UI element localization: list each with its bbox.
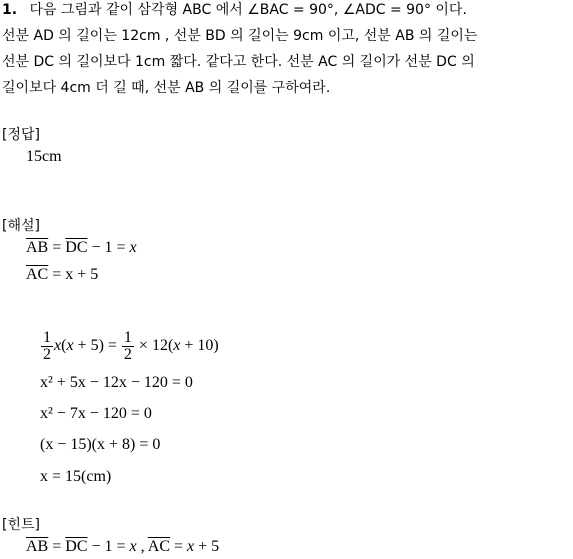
question-text-1: 다음 그림과 같이 삼각형 ABC 에서 ∠BAC = 90°, ∠ADC = 90° 이다. bbox=[29, 2, 467, 18]
hint-equations: $\overline{AB} = \overline{DC} - 1 = x$ , $\overline{AC} = x + 5$ bbox=[26, 538, 220, 555]
question-line-2: 선분 AD 의 길이는 12cm , 선분 BD 의 길이는 9cm 이고, 선분 AB 의 길이는 bbox=[2, 28, 478, 44]
equation-area: $\frac{1}{2}$ x(x + 5) = $\frac{1}{2}$ × 12(x + 10) bbox=[43, 329, 219, 363]
equation-ac: $\overline{AC} = x + 5$ bbox=[26, 266, 99, 283]
question-number: 1. bbox=[2, 2, 18, 18]
answer-value: 15cm bbox=[26, 148, 62, 165]
question-line-1 bbox=[2, 2, 467, 18]
step-3: (x − 15)(x + 8) = 0 bbox=[40, 436, 161, 453]
answer-header: [정답] bbox=[2, 127, 40, 143]
question-line-3: 선분 DC 의 길이보다 1cm 짧다. 같다고 한다. 선분 AC 의 길이가 선분 DC 의 bbox=[2, 54, 475, 70]
equation-ab-dc: $\overline{AB} = \overline{DC} - 1 = x$ bbox=[26, 239, 137, 256]
step-1: x² + 5x − 12x − 120 = 0 bbox=[40, 374, 193, 391]
solution-header: [해설] bbox=[2, 218, 40, 234]
hint-header: [힌트] bbox=[2, 517, 40, 533]
question-line-4: 길이보다 4cm 더 길 때, 선분 AB 의 길이를 구하여라. bbox=[2, 80, 331, 96]
step-2: x² − 7x − 120 = 0 bbox=[40, 405, 152, 422]
step-4: x = 15(cm) bbox=[40, 468, 112, 485]
